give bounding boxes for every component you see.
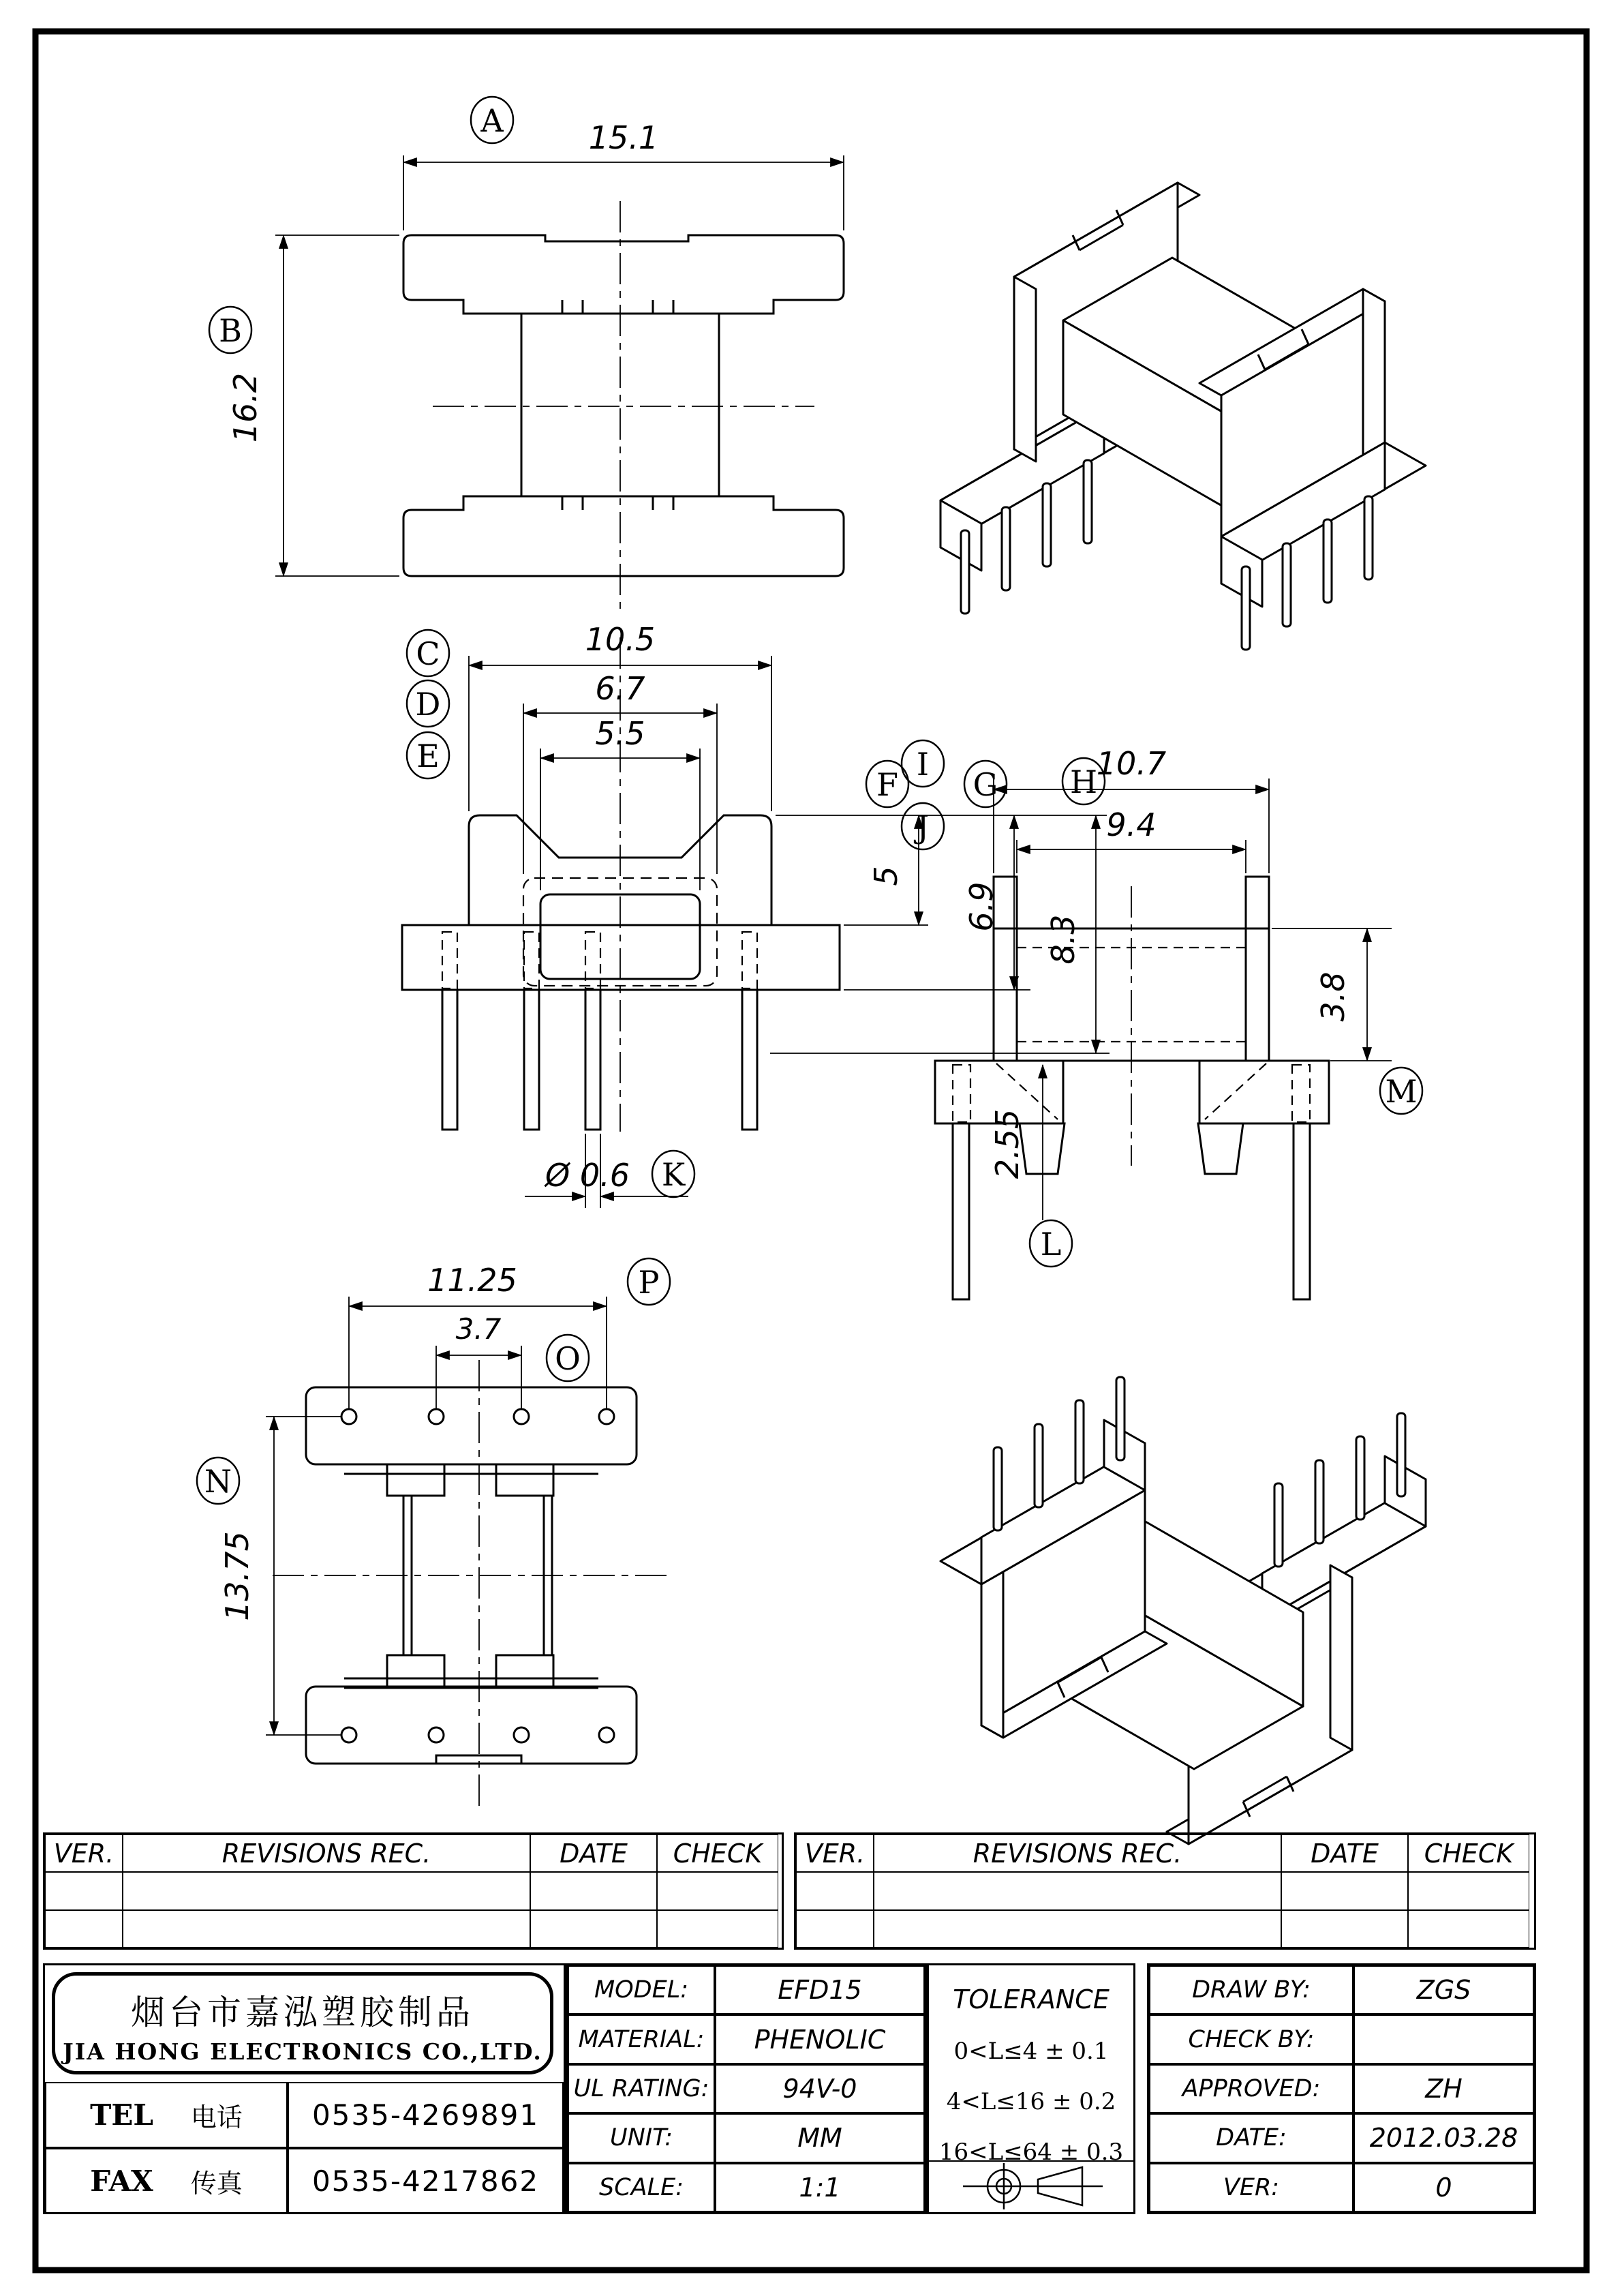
dim-front-width: 15.1 xyxy=(588,119,659,156)
unit-label: UNIT: xyxy=(568,2113,715,2162)
rev-empty-cell xyxy=(1408,1872,1529,1909)
dim-end-g: 6.9 xyxy=(963,881,1000,932)
date-value: 2012.03.28 xyxy=(1353,2113,1534,2162)
rev-header-date: DATE xyxy=(1281,1834,1408,1872)
balloon-o: O xyxy=(555,1340,581,1377)
rev-empty-cell xyxy=(530,1872,657,1909)
company-name-en: JIA HONG ELECTRONICS CO.,LTD. xyxy=(63,2038,542,2065)
plan-view xyxy=(197,1258,671,1807)
dim-side-seat: 2.55 xyxy=(989,1108,1026,1179)
fax-label-cell xyxy=(45,2148,288,2214)
dim-pin-diameter: Ø 0.6 xyxy=(545,1157,630,1194)
balloon-l: L xyxy=(1040,1226,1062,1263)
date-label: DATE: xyxy=(1149,2113,1353,2162)
tel-fax-table xyxy=(45,2082,564,2214)
rev-empty-cell xyxy=(796,1872,874,1909)
tel-label-cell xyxy=(45,2082,288,2148)
rev-empty-cell xyxy=(657,1872,778,1909)
scale-value: 1:1 xyxy=(715,2163,925,2212)
rev-header-ver: VER. xyxy=(45,1834,123,1872)
ul-rating-value: 94V-0 xyxy=(715,2064,925,2113)
tel-label: TEL xyxy=(90,2098,153,2132)
rev-empty-cell xyxy=(874,1910,1281,1948)
iso-view-top xyxy=(940,183,1426,650)
unit-value: MM xyxy=(715,2113,925,2162)
company-section xyxy=(43,1963,566,2214)
approved-value: ZH xyxy=(1353,2064,1534,2113)
revision-table-left xyxy=(43,1832,784,1950)
revision-table xyxy=(43,1832,1536,1950)
balloon-e: E xyxy=(416,738,440,774)
drawby-label: DRAW BY: xyxy=(1149,1965,1353,2014)
rev-header-date: DATE xyxy=(530,1834,657,1872)
dim-plan-span: 11.25 xyxy=(427,1262,517,1299)
tel-label-cn: 电话 xyxy=(190,2102,243,2132)
dim-plan-length: 13.75 xyxy=(219,1531,256,1621)
rev-empty-cell xyxy=(796,1910,874,1948)
rev-header-ver: VER. xyxy=(796,1834,874,1872)
company-name-cn: 烟台市嘉泓塑胶制品 xyxy=(131,1993,474,2032)
approved-label: APPROVED: xyxy=(1149,2064,1353,2113)
balloon-b: B xyxy=(219,312,242,349)
model-section xyxy=(566,1963,927,2214)
dim-end-d: 6.7 xyxy=(595,670,645,707)
dim-front-height: 16.2 xyxy=(227,372,264,443)
dim-side-j: 9.4 xyxy=(1106,806,1157,843)
dim-plan-pitch: 3.7 xyxy=(455,1312,502,1346)
dim-end-e: 5.5 xyxy=(595,715,645,752)
balloon-p: P xyxy=(638,1264,660,1301)
material-value: PHENOLIC xyxy=(715,2014,925,2064)
rev-empty-cell xyxy=(123,1910,530,1948)
company-name-box xyxy=(52,1972,553,2074)
balloon-f: F xyxy=(876,766,898,803)
rev-empty-cell xyxy=(45,1910,123,1948)
checkby-label: CHECK BY: xyxy=(1149,2014,1353,2064)
rev-header-check: CHECK xyxy=(657,1834,778,1872)
tolerance-title: TOLERANCE xyxy=(953,1984,1110,2014)
rev-empty-cell xyxy=(530,1910,657,1948)
front-view xyxy=(209,97,844,609)
title-block xyxy=(43,1963,1536,2214)
balloon-m: M xyxy=(1385,1073,1418,1110)
balloon-a: A xyxy=(480,102,504,139)
dim-side-height: 3.8 xyxy=(1315,971,1351,1022)
iso-view-bottom xyxy=(940,1377,1426,1844)
ver-label: VER: xyxy=(1149,2163,1353,2212)
balloon-j: J xyxy=(916,809,930,845)
model-label: MODEL: xyxy=(568,1965,715,2014)
rev-empty-cell xyxy=(1281,1872,1408,1909)
rev-header-revisions: REVISIONS REC. xyxy=(123,1834,530,1872)
balloon-i: I xyxy=(916,746,930,783)
dim-side-i: 10.7 xyxy=(1096,745,1167,782)
drawby-value: ZGS xyxy=(1353,1965,1534,2014)
tolerance-row-3: 16<L≤64 ± 0.3 xyxy=(938,2139,1124,2166)
balloon-g: G xyxy=(973,766,998,803)
balloon-c: C xyxy=(416,635,440,672)
rev-empty-cell xyxy=(45,1872,123,1909)
rev-header-revisions: REVISIONS REC. xyxy=(874,1834,1281,1872)
rev-header-check: CHECK xyxy=(1408,1834,1529,1872)
revision-table-right xyxy=(794,1832,1536,1950)
ver-value: 0 xyxy=(1353,2163,1534,2212)
material-label: MATERIAL: xyxy=(568,2014,715,2064)
tolerance-row-1: 0<L≤4 ± 0.1 xyxy=(953,2038,1109,2065)
tel-value: 0535-4269891 xyxy=(288,2082,564,2148)
projection-symbol-cell xyxy=(929,2160,1133,2212)
first-angle-projection-icon xyxy=(929,2162,1133,2211)
fax-label-cn: 传真 xyxy=(190,2169,243,2199)
balloon-h: H xyxy=(1069,764,1098,800)
balloon-d: D xyxy=(415,686,441,723)
dim-end-f: 5 xyxy=(868,866,904,886)
fax-label: FAX xyxy=(90,2164,153,2198)
checkby-value xyxy=(1353,2014,1534,2064)
tolerance-section xyxy=(927,1963,1135,2214)
model-value: EFD15 xyxy=(715,1965,925,2014)
dim-end-c: 10.5 xyxy=(585,621,656,658)
rev-empty-cell xyxy=(123,1872,530,1909)
fax-value: 0535-4217862 xyxy=(288,2148,564,2214)
tolerance-row-2: 4<L≤16 ± 0.2 xyxy=(946,2088,1116,2115)
scale-label: SCALE: xyxy=(568,2163,715,2212)
approval-section xyxy=(1147,1963,1536,2214)
balloon-k: K xyxy=(661,1156,686,1193)
rev-empty-cell xyxy=(1408,1910,1529,1948)
rev-empty-cell xyxy=(1281,1910,1408,1948)
rev-empty-cell xyxy=(874,1872,1281,1909)
dim-end-h: 8.3 xyxy=(1045,914,1082,965)
ul-rating-label: UL RATING: xyxy=(568,2064,715,2113)
rev-empty-cell xyxy=(657,1910,778,1948)
balloon-n: N xyxy=(204,1463,232,1500)
